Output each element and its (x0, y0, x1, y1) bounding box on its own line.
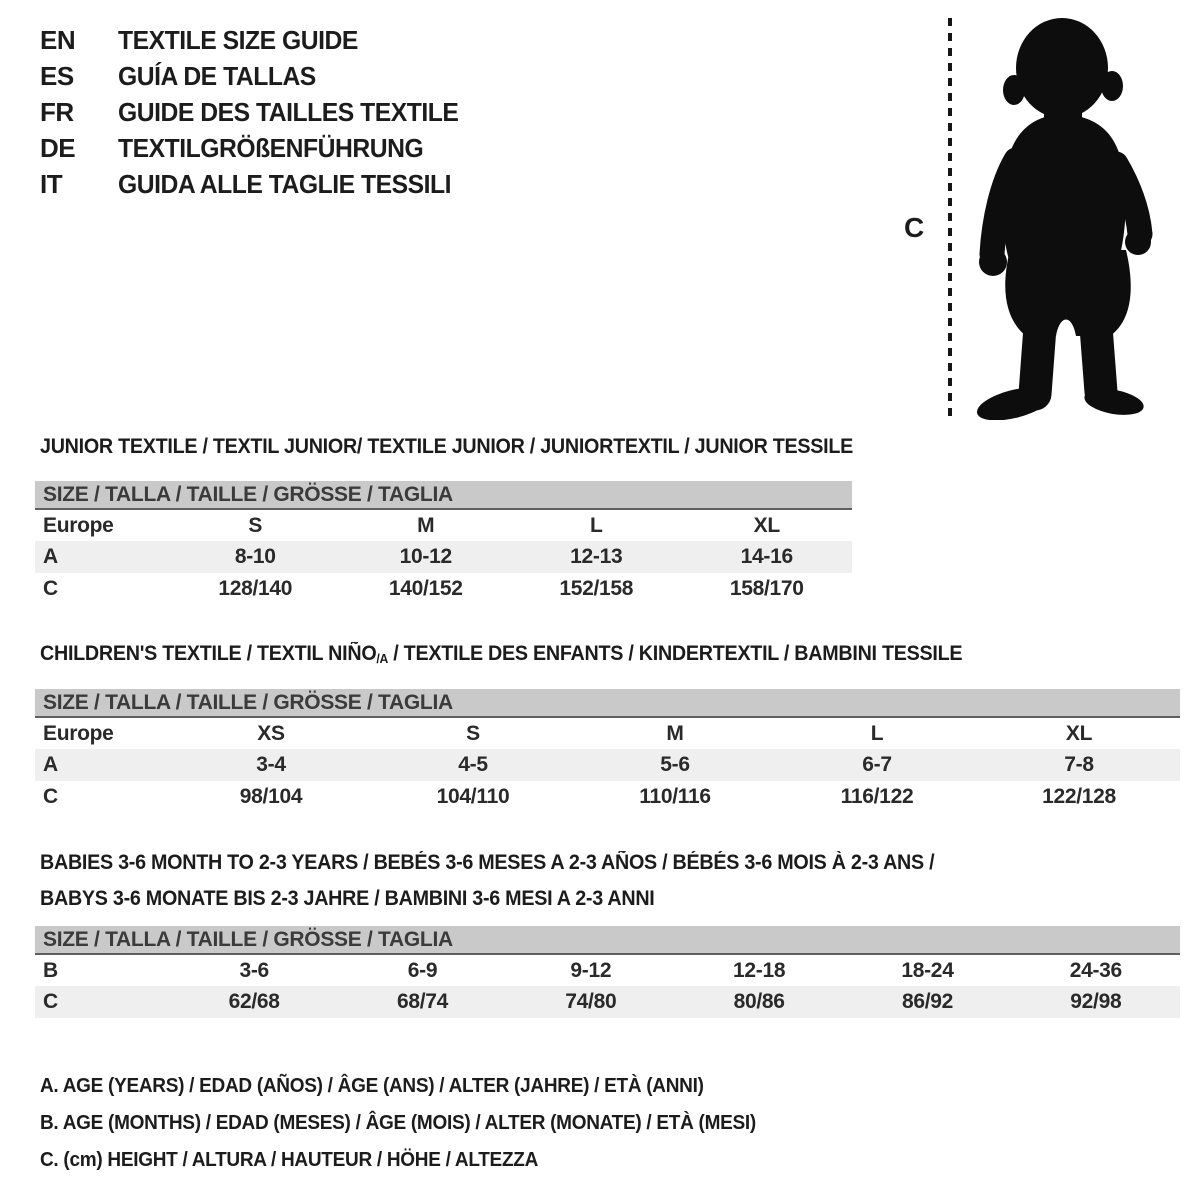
height-cell: 116/122 (840, 785, 914, 808)
row-label: C (43, 785, 58, 808)
junior-size-table (35, 481, 852, 605)
height-cell: 92/98 (1012, 986, 1180, 1018)
guide-title: TEXTILE SIZE GUIDE (118, 24, 358, 55)
table-row-height (35, 573, 852, 605)
height-cell: 122/128 (1042, 785, 1116, 808)
guide-title: TEXTILGRÖßENFÜHRUNG (118, 132, 424, 163)
size-cell: M (417, 513, 435, 537)
language-row (40, 166, 476, 202)
age-cell: 14-16 (682, 541, 853, 573)
height-cell: 98/104 (239, 785, 303, 808)
size-cell: XS (257, 721, 285, 745)
legend-line-a: A. AGE (YEARS) / EDAD (AÑOS) / ÂGE (ANS) / ALTER (JAHRE) / ETÀ (ANNI) (40, 1075, 704, 1097)
language-code: FR (40, 96, 74, 127)
children-title-prefix: CHILDREN'S TEXTILE / TEXTIL NIÑO (40, 642, 377, 665)
table-row-age-years (35, 749, 1180, 781)
language-row (40, 22, 476, 58)
height-cell: 80/86 (675, 986, 843, 1018)
row-label: Europe (43, 721, 114, 745)
height-cell: 110/116 (639, 785, 711, 808)
height-cell: 128/140 (218, 577, 293, 600)
height-cell: 74/80 (507, 986, 675, 1018)
age-cell: 3-4 (170, 749, 372, 781)
measure-legend (40, 1068, 756, 1179)
age-cell: 10-12 (341, 541, 512, 573)
age-cell: 6-7 (776, 749, 978, 781)
age-cell: 3-6 (239, 958, 269, 982)
age-cell: 5-6 (574, 749, 776, 781)
children-section-title (40, 641, 962, 671)
table-row-age-months (35, 954, 1180, 986)
babies-size-table (35, 926, 1180, 1018)
language-row (40, 94, 476, 130)
size-header-bar: SIZE / TALLA / TAILLE / GRÖSSE / TAGLIA (35, 689, 1180, 717)
children-title-suffix: / TEXTILE DES ENFANTS / KINDERTEXTIL / BAMBINI TESSILE (388, 642, 963, 665)
size-cell: L (870, 721, 884, 745)
row-label: A (35, 541, 170, 573)
table-row-europe (35, 717, 1180, 749)
babies-title-line2: BABYS 3-6 MONATE BIS 2-3 JAHRE / BAMBINI 3-6 MESI A 2-3 ANNI (40, 887, 655, 910)
height-measure-dashed-line (948, 18, 952, 416)
babies-section-title (40, 845, 934, 917)
height-cell: 62/68 (170, 986, 338, 1018)
guide-title: GUÍA DE TALLAS (118, 60, 316, 91)
language-row (40, 58, 476, 94)
language-row (40, 130, 476, 166)
table-row-europe (35, 509, 852, 541)
legend-line-b: B. AGE (MONTHS) / EDAD (MESES) / ÂGE (MOIS) / ALTER (MONATE) / ETÀ (MESI) (40, 1112, 756, 1134)
height-measure-label: C (904, 212, 925, 243)
age-cell: 4-5 (372, 749, 574, 781)
size-cell: M (666, 721, 684, 745)
age-cell: 24-36 (1069, 958, 1122, 982)
size-cell: S (466, 721, 480, 745)
height-cell: 152/158 (559, 577, 634, 600)
size-header-bar: SIZE / TALLA / TAILLE / GRÖSSE / TAGLIA (35, 926, 1180, 954)
height-cell: 68/74 (338, 986, 506, 1018)
row-label: Europe (43, 513, 114, 537)
row-label: A (35, 749, 170, 781)
legend-line-c: C. (cm) HEIGHT / ALTURA / HAUTEUR / HÖHE / ALTEZZA (40, 1149, 539, 1171)
language-code: ES (40, 60, 74, 91)
table-row-height (35, 781, 1180, 813)
language-code: EN (40, 24, 76, 55)
children-size-table (35, 689, 1180, 813)
row-label: C (43, 577, 58, 600)
size-cell: XL (1065, 721, 1093, 745)
toddler-silhouette-icon (962, 12, 1166, 420)
height-cell: 140/152 (388, 577, 463, 600)
age-cell: 12-18 (733, 958, 786, 982)
age-cell: 6-9 (407, 958, 438, 982)
row-label: B (43, 958, 58, 982)
language-code: IT (40, 168, 63, 199)
age-cell: 9-12 (570, 958, 612, 982)
size-header-bar: SIZE / TALLA / TAILLE / GRÖSSE / TAGLIA (35, 481, 852, 509)
table-row-height (35, 986, 1180, 1018)
junior-section-title: JUNIOR TEXTILE / TEXTIL JUNIOR/ TEXTILE JUNIOR / JUNIORTEXTIL / JUNIOR TESSILE (40, 435, 854, 458)
height-cell: 86/92 (843, 986, 1011, 1018)
height-cell: 104/110 (436, 785, 510, 808)
guide-title: GUIDE DES TAILLES TEXTILE (118, 96, 459, 127)
guide-title: GUIDA ALLE TAGLIE TESSILI (118, 168, 452, 199)
children-title-sub: /A (376, 650, 389, 666)
age-cell: 18-24 (901, 958, 954, 982)
height-cell: 158/170 (729, 577, 804, 600)
age-cell: 8-10 (170, 541, 341, 573)
size-cell: S (248, 513, 263, 537)
language-title-list (40, 22, 476, 202)
size-cell: XL (753, 513, 780, 537)
babies-title-line1: BABIES 3-6 MONTH TO 2-3 YEARS / BEBÉS 3-6 MESES A 2-3 AÑOS / BÉBÉS 3-6 MOIS À 2-3 ANS / (40, 851, 935, 874)
language-code: DE (40, 132, 76, 163)
age-cell: 12-13 (511, 541, 682, 573)
age-cell: 7-8 (978, 749, 1180, 781)
size-cell: L (589, 513, 603, 537)
table-row-age-years (35, 541, 852, 573)
row-label: C (35, 986, 170, 1018)
